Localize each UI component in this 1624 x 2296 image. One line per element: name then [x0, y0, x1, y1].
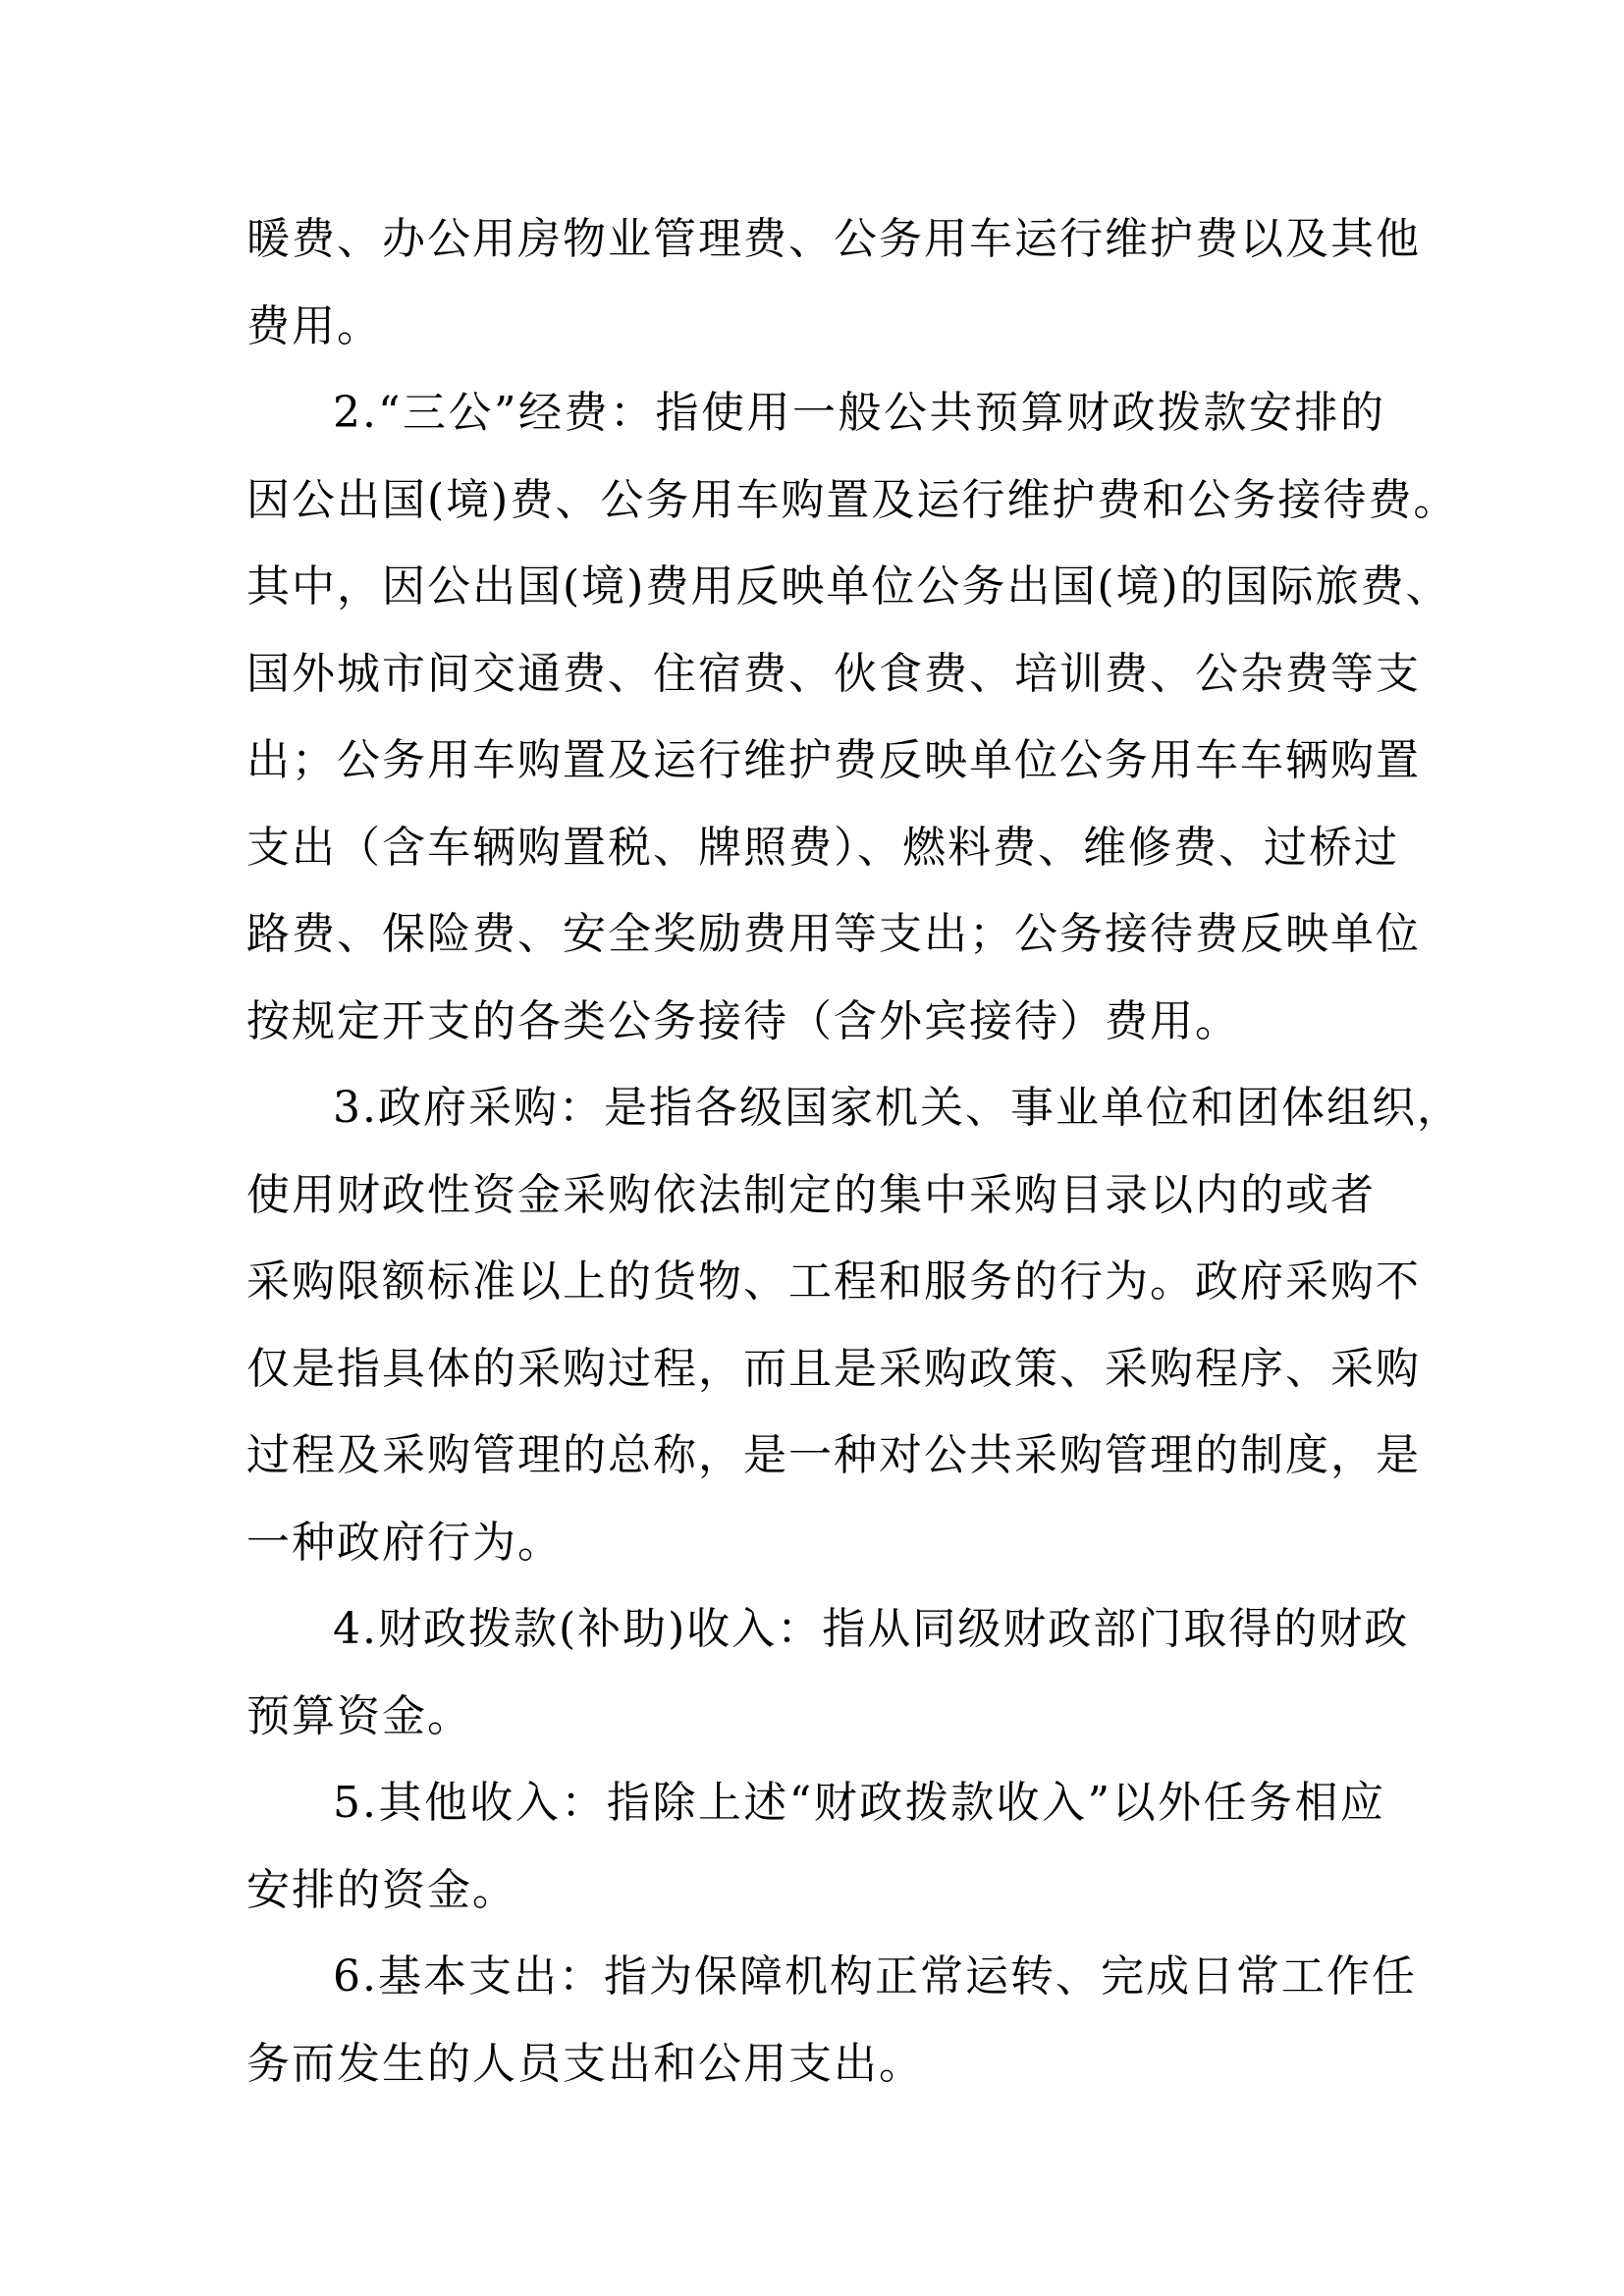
paragraph-line: 路费、保险费、安全奖励费用等支出；公务接待费反映单位: [246, 909, 1421, 959]
paragraph-line: 国外城市间交通费、住宿费、伙食费、培训费、公杂费等支: [246, 648, 1421, 699]
paragraph-line: 过程及采购管理的总称，是一种对公共采购管理的制度，是: [246, 1430, 1421, 1480]
paragraph-line: 务而发生的人员支出和公用支出。: [246, 2038, 924, 2089]
paragraph-line: 按规定开支的各类公务接待（含外宾接待）费用。: [246, 995, 1240, 1046]
paragraph-first-line: 4.财政拨款(补助)收入：指从同级财政部门取得的财政: [333, 1604, 1410, 1654]
paragraph-line: 一种政府行为。: [246, 1517, 563, 1568]
paragraph-first-line: 2.“三公”经费：指使用一般公共预算财政拨款安排的: [333, 388, 1385, 438]
document-body: [246, 196, 1462, 2108]
paragraph-line: 出；公务用车购置及运行维护费反映单位公务用车车辆购置: [246, 735, 1421, 785]
paragraph-line: 支出（含车辆购置税、牌照费）、燃料费、维修费、过桥过: [246, 822, 1399, 873]
paragraph-line: 暖费、办公用房物业管理费、公务用车运行维护费以及其他: [246, 214, 1421, 264]
paragraph-first-line: 3.政府采购：是指各级国家机关、事业单位和团体组织，: [333, 1083, 1462, 1133]
paragraph-line: 安排的资金。: [246, 1864, 517, 1915]
paragraph-line: 使用财政性资金采购依法制定的集中采购目录以内的或者: [246, 1169, 1376, 1220]
paragraph-line: 其中，因公出国(境)费用反映单位公务出国(境)的国际旅费、: [246, 561, 1451, 612]
paragraph-line: 费用。: [246, 300, 382, 351]
paragraph-first-line: 5.其他收入：指除上述“财政拨款收入”以外任务相应: [333, 1778, 1385, 1828]
paragraph-line: 预算资金。: [246, 1690, 472, 1741]
paragraph-line: 因公出国(境)费、公务用车购置及运行维护费和公务接待费。: [246, 474, 1459, 525]
paragraph-line: 仅是指具体的采购过程，而且是采购政策、采购程序、采购: [246, 1343, 1421, 1394]
paragraph-first-line: 6.基本支出：指为保障机构正常运转、完成日常工作任: [333, 1951, 1417, 2002]
paragraph-line: 采购限额标准以上的货物、工程和服务的行为。政府采购不: [246, 1256, 1421, 1307]
